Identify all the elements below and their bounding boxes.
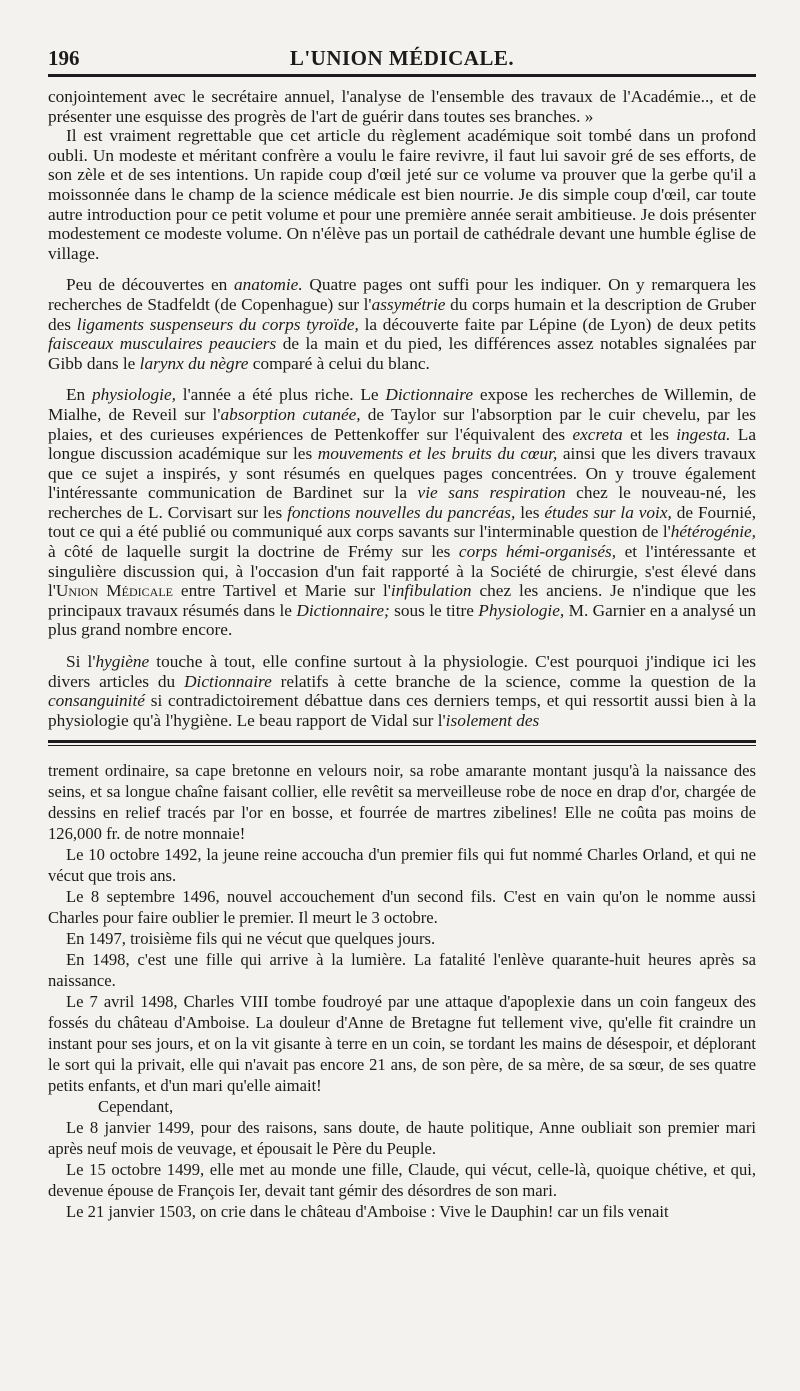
feuilleton-paragraph: Le 10 octobre 1492, la jeune reine accoucha d'un premier fils qui fut nommé Charles Orland, et qui ne vécut que trois ans. <box>48 845 756 886</box>
feuilleton-paragraph: En 1497, troisième fils qui ne vécut que quelques jours. <box>66 929 436 949</box>
header-rule <box>48 74 756 77</box>
paragraph-regret: Il est vraiment regrettable que cet article du règlement académique soit tombé dans un profond oubli. Un modeste et méritant confrère a voulu le faire revivre, il faut lui savoir gré de ses efforts, de son zèle et de ses intentions. Un rapide coup d'œil jeté sur ce volume va prouver que la gerbe qu'il a moissonnée dans le champ de la science médicale est bien nourrie. Je dis simple coup d'œil, car toute autre introduction pour ce petit volume et pour une première année serait ambitieuse. Je dois présenter modestement ce modeste volume. On n'élève pas un portail de cathédrale devant une humble église de village. <box>48 126 756 263</box>
paragraph-physiologie: En physiologie, l'année a été plus riche. Le Dictionnaire expose les recherches de Willemin, de Mialhe, de Reveil sur l'absorption cutanée, de Taylor sur l'absorption par le cuir chevelu, par les plaies, et des curieuses expériences de Pettenkoffer sur l'équivalent des excreta et les ingesta. La longue discussion académique sur les mouvements et les bruits du cœur, ainsi que les divers travaux que ce sujet a inspirés, y sont résumés en quelques pages concentrées. On y trouve également l'intéressante communication de Bardinet sur la vie sans respiration chez le nouveau-né, les recherches de L. Corvisart sur les fonctions nouvelles du pancréas, les études sur la voix, de Fournié, tout ce qui a été publié ou communiqué aux corps savants sur l'interminable question de l'hétérogénie, à côté de laquelle surgit la doctrine de Frémy sur les corps hémi-organisés, et l'intéressante et singulière discussion qui, à l'occasion d'un fait rapporté à la Société de chirurgie, s'est élevé dans l'Union Médicale entre Tartivel et Marie sur l'infibulation chez les anciens. Je n'indique que les principaux travaux résumés dans le Dictionnaire; sous le titre Physiologie, M. Garnier en a analysé un plus grand nombre encore. <box>48 385 757 640</box>
feuilleton-section <box>48 760 756 1222</box>
main-article <box>48 87 756 730</box>
feuilleton-paragraph: Le 15 octobre 1499, elle met au monde une fille, Claude, qui vécut, celle-là, quoique chétive, et qui, devenue épouse de François Ier, devait tant gémir des désordres de son mari. <box>48 1160 756 1201</box>
paragraph-hygiene: Si l'hygiène touche à tout, elle confine surtout à la physiologie. C'est pourquoi j'indique ici les divers articles du Dictionnaire relatifs à cette branche de la science, comme la question de la consanguinité si contradictoirement débattue dans ces derniers temps, et qui ressortit aussi bien à la physiologie qu'à l'hygiène. Le beau rapport de Vidal sur l'isolement des <box>48 652 757 730</box>
paragraph-anatomie: Peu de découvertes en anatomie. Quatre pages ont suffi pour les indiquer. On y remarquera les recherches de Stadfeldt (de Copenhague) sur l'assymétrie du corps humain et la description de Gruber des ligaments suspenseurs du corps tyroïde, la découverte faite par Lépine (de Lyon) de deux petits faisceaux musculaires peauciers de la main et du pied, les différences assez notables signalées par Gibb dans le larynx du nègre comparé à celui du blanc. <box>48 275 757 373</box>
feuilleton-separator <box>48 740 756 746</box>
feuilleton-paragraph: En 1498, c'est une fille qui arrive à la lumière. La fatalité l'enlève quarante-huit heures après sa naissance. <box>48 950 756 991</box>
feuilleton-paragraph: trement ordinaire, sa cape bretonne en velours noir, sa robe amarante montant jusqu'à la naissance des seins, et sa longue chaîne faisant collier, elle revêtit sa merveilleuse robe de noce en drap d'or, chargée de dessins en relief tracés par l'or en bosse, et fourrée de martres zibelines! Elle ne coûta pas moins de 126,000 fr. de notre monnaie! <box>48 761 756 844</box>
feuilleton-paragraph: Cependant, <box>98 1097 174 1117</box>
journal-title: L'UNION MÉDICALE. <box>289 46 515 70</box>
feuilleton-paragraph: Le 8 janvier 1499, pour des raisons, sans doute, de haute politique, Anne oubliait son premier mari après neuf mois de veuvage, et épousait le Père du Peuple. <box>48 1118 756 1159</box>
feuilleton-paragraph: Le 8 septembre 1496, nouvel accouchement d'un second fils. C'est en vain qu'on le nomme aussi Charles pour faire oublier le premier. Il meurt le 3 octobre. <box>48 887 756 928</box>
paragraph-intro: conjointement avec le secrétaire annuel, l'analyse de l'ensemble des travaux de l'Académie.., et de présenter une esquisse des progrès de l'art de guérir dans toutes ses branches. » <box>48 87 756 126</box>
feuilleton-paragraph: Le 21 janvier 1503, on crie dans le château d'Amboise : Vive le Dauphin! car un fils venait <box>66 1202 669 1222</box>
running-head <box>48 40 756 74</box>
page-number: 196 <box>48 46 80 70</box>
feuilleton-paragraph: Le 7 avril 1498, Charles VIII tombe foudroyé par une attaque d'apoplexie dans un coin fangeux des fossés du château d'Amboise. La douleur d'Anne de Bretagne fut tellement vive, qu'elle fit craindre un instant pour ses jours, et on la vit gisante à terre en un coin, se tordant les mains de désespoir, et déplorant le sort qui la privait, elle qui n'avait pas encore 21 ans, de son père, de sa mère, de sa sœur, de ses quatre petits enfants, et d'un mari qu'elle aimait! <box>48 992 756 1096</box>
